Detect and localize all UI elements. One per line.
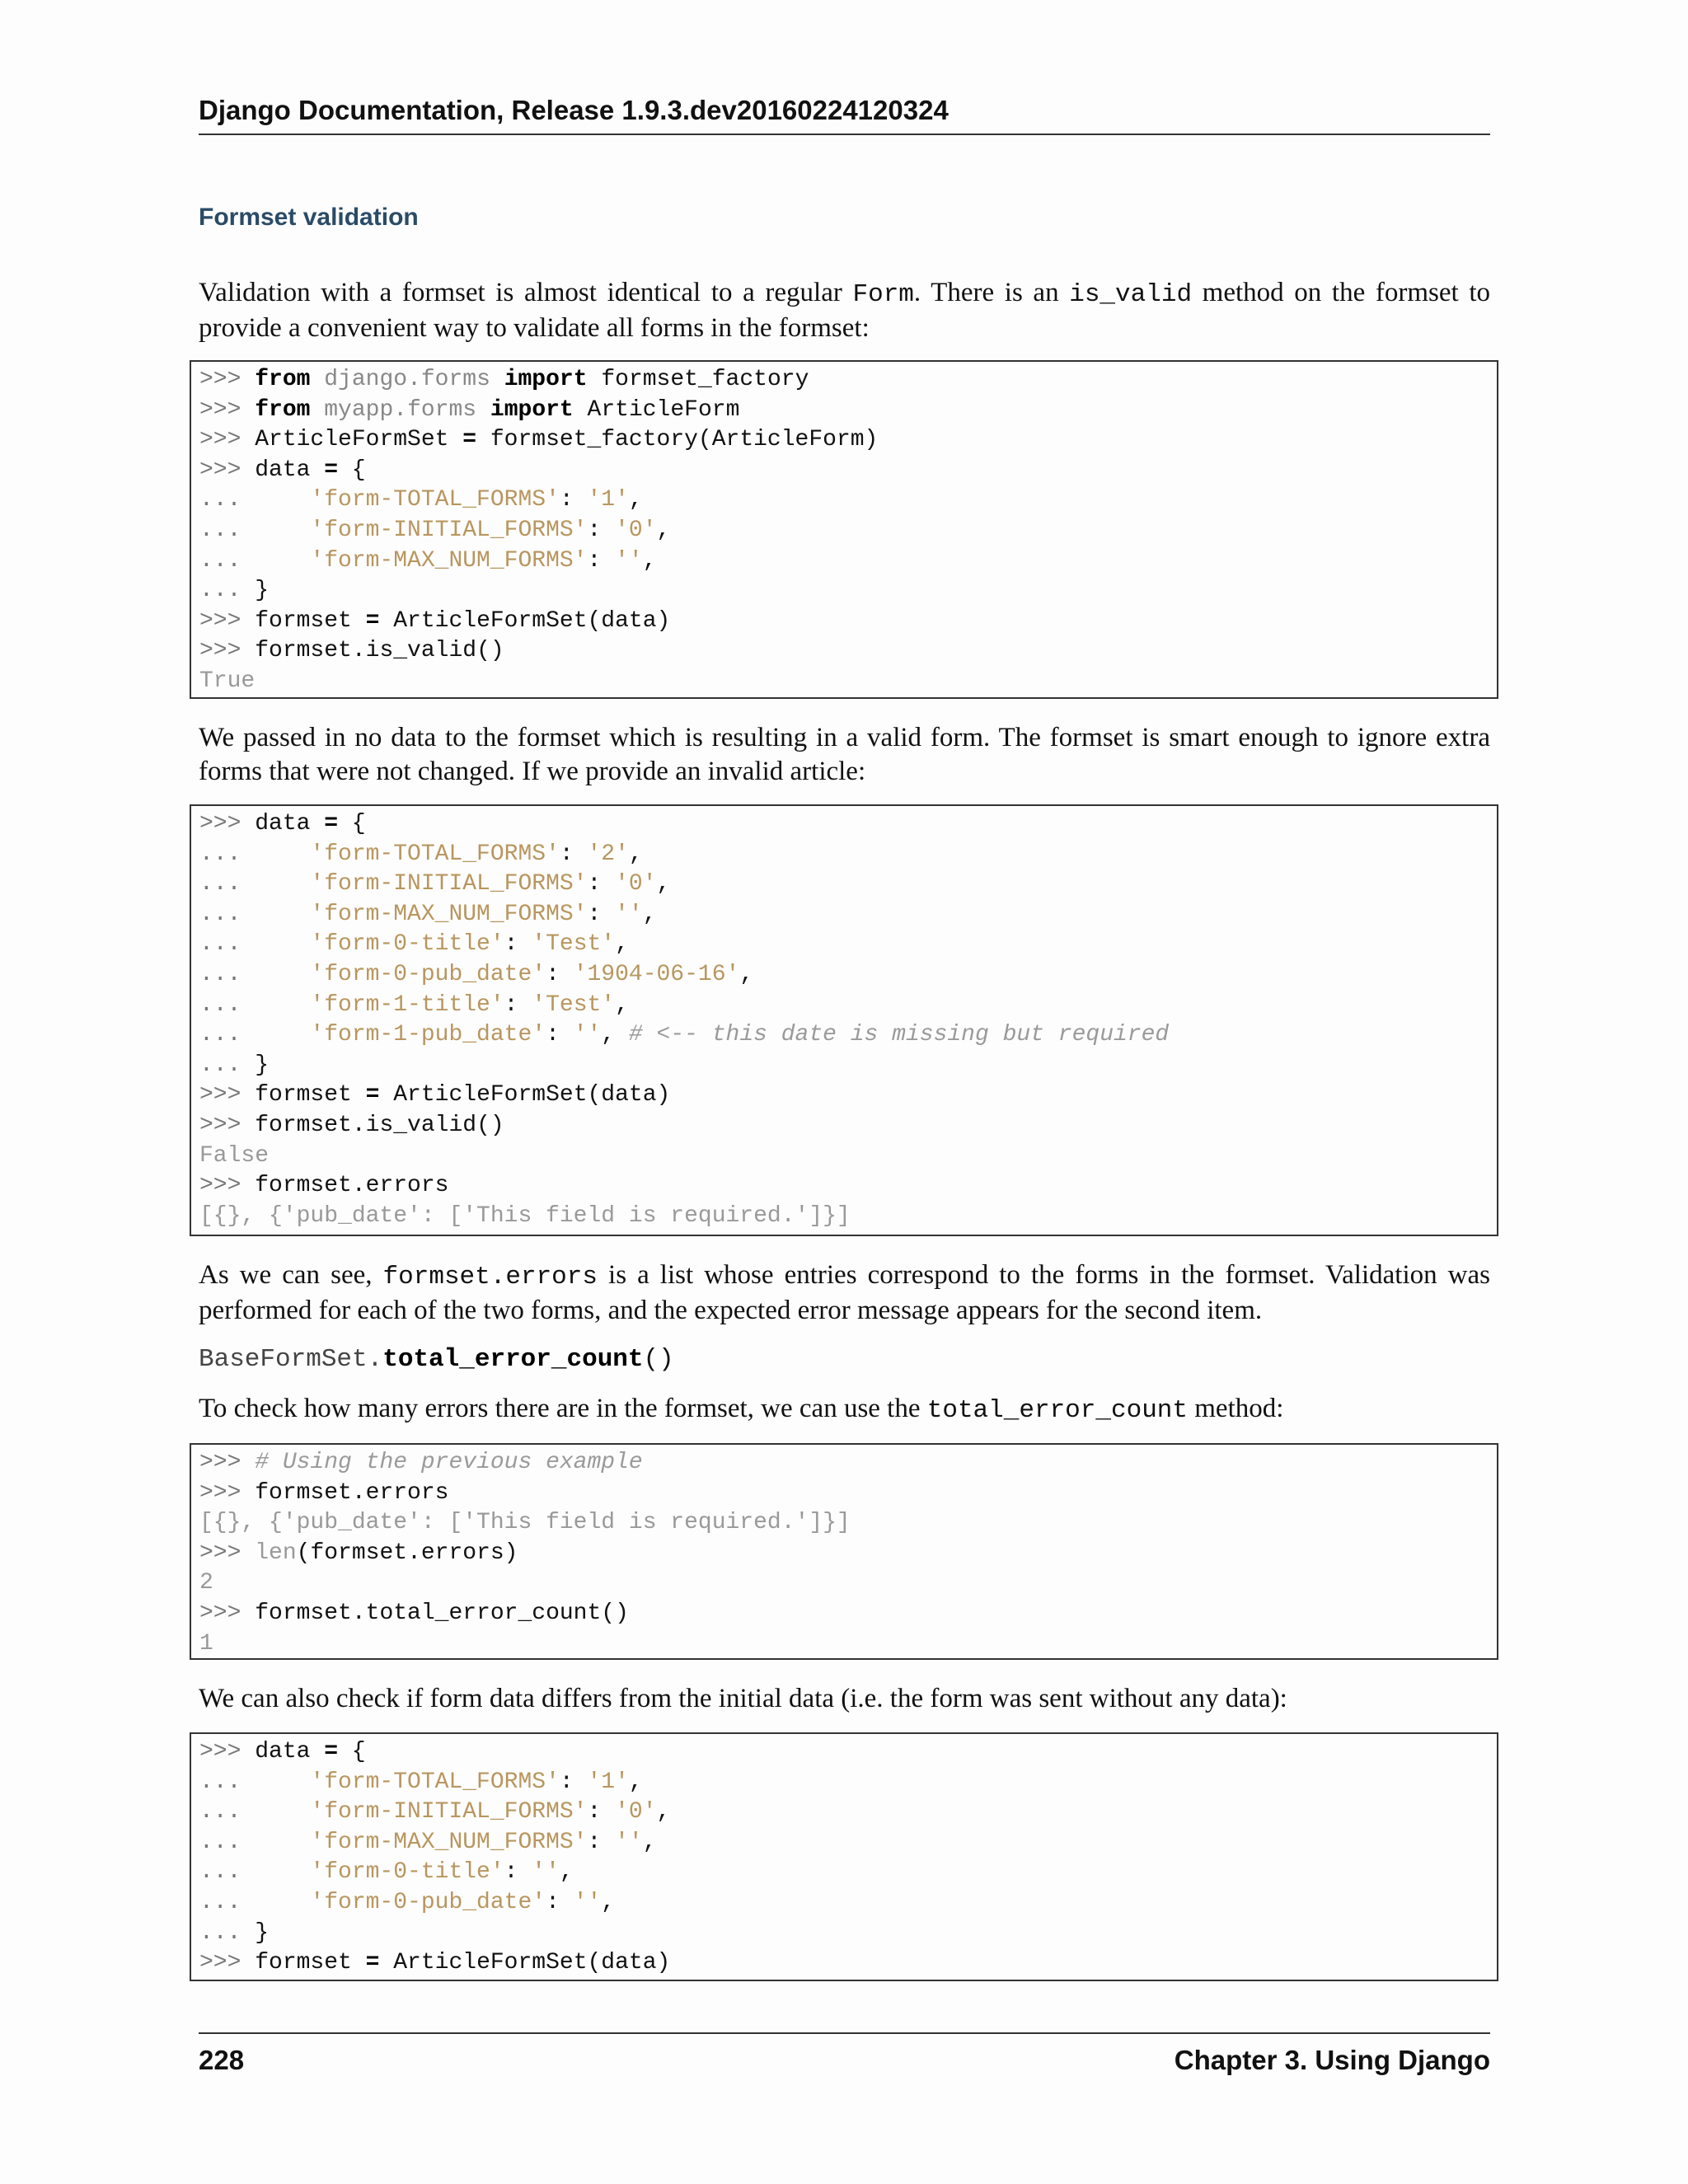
code-line — [199, 1202, 1497, 1232]
code-token: ... — [199, 901, 311, 927]
code-token: : — [559, 841, 588, 867]
code-token: { — [338, 457, 366, 483]
code-token: >>> — [199, 427, 256, 453]
page-header-title: Django Documentation, Release 1.9.3.dev20160224120324 — [199, 95, 949, 125]
code-token: ... — [199, 1052, 256, 1078]
code-token: 'Test' — [532, 931, 616, 958]
code-token: 'form-TOTAL_FORMS' — [310, 841, 560, 867]
code-line — [199, 576, 1497, 607]
code-token: data — [255, 811, 325, 837]
code-token: 'form-0-pub_date' — [310, 1889, 546, 1915]
paragraph-total-error-count — [199, 1392, 1490, 1427]
code-token: 'form-MAX_NUM_FORMS' — [310, 901, 588, 927]
code-token: = — [324, 811, 339, 837]
code-token: ... — [199, 1919, 256, 1946]
code-token: , — [656, 871, 671, 898]
code-token: : — [587, 517, 616, 543]
code-token: 'form-0-pub_date' — [310, 961, 546, 987]
code-token: ArticleFormSet(data) — [379, 1950, 671, 1976]
code-token — [310, 367, 324, 392]
code-line — [199, 365, 1497, 396]
code-token: ... — [199, 961, 311, 987]
code-token: '' — [532, 1859, 560, 1886]
code-block — [190, 360, 1498, 699]
code-token: '' — [615, 901, 643, 927]
code-token: 'form-TOTAL_FORMS' — [310, 487, 560, 513]
code-token: >>> — [199, 1540, 256, 1566]
code-token: { — [338, 811, 366, 837]
code-token: 1 — [199, 1630, 213, 1657]
code-line — [199, 396, 1497, 426]
code-token: 'form-MAX_NUM_FORMS' — [310, 1829, 588, 1855]
code-token: , — [628, 1769, 643, 1795]
chapter-title: Chapter 3. Using Django — [1174, 2045, 1490, 2075]
paragraph-text: Validation with a formset is almost identical to a regular — [199, 278, 853, 307]
code-token: : — [504, 1859, 532, 1886]
code-token: >>> — [199, 1600, 256, 1626]
code-token: '' — [615, 1829, 643, 1855]
code-token: : — [587, 547, 616, 574]
signature-method: total_error_count — [382, 1345, 644, 1374]
code-token: , — [642, 1829, 657, 1855]
code-token: , — [642, 547, 657, 574]
code-token: >>> — [199, 607, 256, 634]
code-line — [199, 1479, 1497, 1509]
code-token: '1' — [587, 487, 629, 513]
code-line — [199, 425, 1497, 456]
code-token: ArticleForm — [573, 396, 740, 423]
code-token: ... — [199, 1859, 311, 1886]
code-line — [199, 869, 1497, 900]
code-token: , — [628, 841, 643, 867]
code-token: ... — [199, 1889, 311, 1915]
code-token: = — [365, 607, 380, 634]
code-line — [199, 1828, 1497, 1858]
code-token: ... — [199, 871, 311, 898]
code-token: formset_factory — [587, 367, 809, 392]
code-token: ... — [199, 1022, 311, 1048]
paragraph-text: . There is an — [913, 278, 1070, 307]
code-token: 'form-0-title' — [310, 931, 504, 958]
code-token: ... — [199, 487, 311, 513]
code-token: = — [462, 427, 477, 453]
code-line — [199, 1111, 1497, 1141]
code-token: formset — [255, 607, 366, 634]
code-token: , — [559, 1859, 574, 1886]
code-token: >>> — [199, 1739, 256, 1765]
code-token: >>> — [199, 367, 256, 392]
code-token: 'form-INITIAL_FORMS' — [310, 517, 588, 543]
paragraph-intro — [199, 276, 1490, 345]
code-line — [199, 840, 1497, 870]
code-token: 'Test' — [532, 991, 616, 1018]
code-block — [190, 804, 1498, 1236]
code-token: django.forms — [324, 367, 490, 392]
code-token: formset — [255, 1082, 366, 1108]
code-token: formset.errors — [255, 1479, 449, 1506]
code-token: : — [504, 931, 532, 958]
code-token: formset.is_valid() — [255, 1112, 504, 1138]
code-token: : — [559, 487, 588, 513]
code-token: , — [601, 1889, 616, 1915]
code-token: 'form-1-pub_date' — [310, 1022, 546, 1048]
paragraph-valid-form — [199, 721, 1490, 789]
code-token: : — [546, 961, 574, 987]
signature-class: BaseFormSet. — [199, 1345, 383, 1374]
code-token — [490, 367, 504, 392]
code-token: 'form-0-title' — [310, 1859, 504, 1886]
method-signature — [199, 1342, 674, 1378]
code-line — [199, 636, 1497, 667]
code-line — [199, 1020, 1497, 1051]
code-token: ... — [199, 841, 311, 867]
paragraph-errors — [199, 1258, 1490, 1328]
code-line — [199, 1768, 1497, 1798]
code-line — [199, 1141, 1497, 1172]
code-token: # <-- this date is missing but required — [628, 1022, 1170, 1048]
code-token: = — [365, 1950, 380, 1976]
code-line — [199, 1919, 1497, 1949]
code-token: ... — [199, 931, 311, 958]
inline-code: formset.errors — [382, 1263, 598, 1291]
code-token: data — [255, 1739, 325, 1765]
paragraph-text: is a list whose entries correspond to the forms in the formset. Validation was performed for each of the two forms, and the expected error message appears for the second item. — [199, 1260, 1490, 1325]
code-token: ArticleFormSet(data) — [379, 1082, 671, 1108]
code-token: formset_factory(ArticleForm) — [476, 427, 879, 453]
code-line — [199, 1448, 1497, 1479]
code-token: ... — [199, 517, 311, 543]
code-line — [199, 456, 1497, 486]
code-block — [190, 1732, 1498, 1981]
section-title: Formset validation — [199, 204, 419, 231]
code-token: ... — [199, 1799, 311, 1825]
code-line — [199, 1599, 1497, 1629]
code-token: , — [628, 487, 643, 513]
inline-code: is_valid — [1069, 280, 1193, 309]
code-line — [199, 1948, 1497, 1979]
code-token: '' — [573, 1022, 602, 1048]
code-token: from — [255, 396, 311, 423]
code-token: } — [255, 578, 270, 604]
code-token: '1' — [587, 1769, 629, 1795]
code-token: ArticleFormSet — [255, 427, 463, 453]
code-line — [199, 1508, 1497, 1539]
code-token: len — [255, 1540, 297, 1566]
code-line — [199, 1568, 1497, 1599]
code-token: } — [255, 1052, 270, 1078]
code-token: : — [559, 1769, 588, 1795]
code-token: : — [546, 1889, 574, 1915]
code-token: ... — [199, 1769, 311, 1795]
code-token: import — [490, 396, 574, 423]
code-token: , — [642, 901, 657, 927]
code-token: : — [546, 1022, 574, 1048]
code-token: data — [255, 457, 325, 483]
code-token: import — [504, 367, 588, 392]
code-line — [199, 516, 1497, 546]
code-token: '' — [615, 547, 643, 574]
code-line — [199, 1080, 1497, 1111]
code-line — [199, 1797, 1497, 1828]
code-token: >>> — [199, 638, 256, 664]
page-footer — [199, 2032, 1490, 2079]
code-line — [199, 960, 1497, 991]
code-token — [476, 397, 490, 423]
code-token: ... — [199, 1829, 311, 1855]
code-token: ... — [199, 991, 311, 1018]
code-token: >>> — [199, 811, 256, 837]
code-token: formset.errors — [255, 1173, 449, 1199]
code-token: from — [255, 367, 311, 392]
code-token: True — [199, 668, 256, 694]
code-token: '0' — [615, 871, 657, 898]
code-line — [199, 1539, 1497, 1569]
code-token: (formset.errors) — [296, 1540, 518, 1566]
code-block — [190, 1443, 1498, 1660]
code-line — [199, 809, 1497, 840]
paragraph-text: As we can see, — [199, 1260, 383, 1290]
code-line — [199, 1858, 1497, 1888]
code-token: : — [504, 991, 532, 1018]
code-token: formset — [255, 1950, 366, 1976]
code-token: ... — [199, 547, 311, 574]
code-token: { — [338, 1739, 366, 1765]
code-line — [199, 1171, 1497, 1202]
code-token: formset.total_error_count() — [255, 1600, 629, 1626]
code-token: '2' — [587, 841, 629, 867]
code-token: >>> — [199, 396, 256, 423]
code-token: = — [324, 1739, 339, 1765]
code-token: '0' — [615, 517, 657, 543]
code-line — [199, 991, 1497, 1021]
code-token: [{}, {'pub_date': ['This field is required.']}] — [199, 1202, 851, 1229]
code-token: ... — [199, 578, 256, 604]
code-token: >>> — [199, 1173, 256, 1199]
code-token: = — [365, 1082, 380, 1108]
code-token: [{}, {'pub_date': ['This field is required.']}] — [199, 1510, 851, 1536]
code-token: , — [615, 991, 629, 1018]
code-token: 'form-MAX_NUM_FORMS' — [310, 547, 588, 574]
code-token: , — [601, 1022, 629, 1048]
page-number: 228 — [199, 2045, 245, 2075]
paragraph-text: method on the formset to provide a convenient way to validate all forms in the formset: — [199, 278, 1490, 343]
code-token: 'form-INITIAL_FORMS' — [310, 1799, 588, 1825]
code-token — [310, 397, 324, 423]
code-token: , — [656, 517, 671, 543]
inline-code: total_error_count — [926, 1396, 1189, 1425]
signature-args: () — [643, 1345, 674, 1374]
code-token: , — [739, 961, 754, 987]
code-token: : — [587, 871, 616, 898]
code-token: , — [615, 931, 629, 958]
code-token: >>> — [199, 1479, 256, 1506]
code-line — [199, 1737, 1497, 1768]
code-line — [199, 1051, 1497, 1081]
code-token: >>> — [199, 1450, 256, 1475]
code-token: myapp.forms — [324, 396, 477, 423]
code-token: formset.is_valid() — [255, 638, 504, 664]
code-token: : — [587, 901, 616, 927]
code-token: >>> — [199, 1082, 256, 1108]
inline-code: Form — [852, 280, 914, 309]
paragraph-has-changed — [199, 1682, 1490, 1716]
code-token: } — [255, 1919, 270, 1946]
code-line — [199, 607, 1497, 637]
paragraph-text: We can also check if form data differs from the initial data (i.e. the form was sent without any data): — [199, 1684, 1287, 1713]
code-line — [199, 667, 1497, 697]
code-token: False — [199, 1142, 270, 1169]
code-token: , — [656, 1799, 671, 1825]
code-token: # Using the previous example — [255, 1450, 643, 1475]
code-line — [199, 546, 1497, 577]
code-token: 2 — [199, 1570, 213, 1596]
paragraph-text: method: — [1188, 1394, 1284, 1423]
code-token: : — [587, 1799, 616, 1825]
page-header — [199, 89, 1490, 135]
code-line — [199, 1888, 1497, 1919]
code-line — [199, 900, 1497, 930]
paragraph-text: We passed in no data to the formset which is resulting in a valid form. The formset is smart enough to ignore extra forms that were not changed. If we provide an invalid article: — [199, 723, 1490, 786]
code-token: : — [587, 1829, 616, 1855]
code-token: '' — [573, 1889, 602, 1915]
code-token: >>> — [199, 457, 256, 483]
code-token: 'form-TOTAL_FORMS' — [310, 1769, 560, 1795]
code-token: >>> — [199, 1950, 256, 1976]
code-token: 'form-INITIAL_FORMS' — [310, 871, 588, 898]
code-token: '1904-06-16' — [573, 961, 740, 987]
code-token: = — [324, 457, 339, 483]
code-token: ArticleFormSet(data) — [379, 607, 671, 634]
code-token: 'form-1-title' — [310, 991, 504, 1018]
code-line — [199, 930, 1497, 960]
paragraph-text: To check how many errors there are in the formset, we can use the — [199, 1394, 927, 1423]
code-token: >>> — [199, 1112, 256, 1138]
code-line — [199, 1629, 1497, 1660]
code-line — [199, 485, 1497, 516]
code-token: '0' — [615, 1799, 657, 1825]
